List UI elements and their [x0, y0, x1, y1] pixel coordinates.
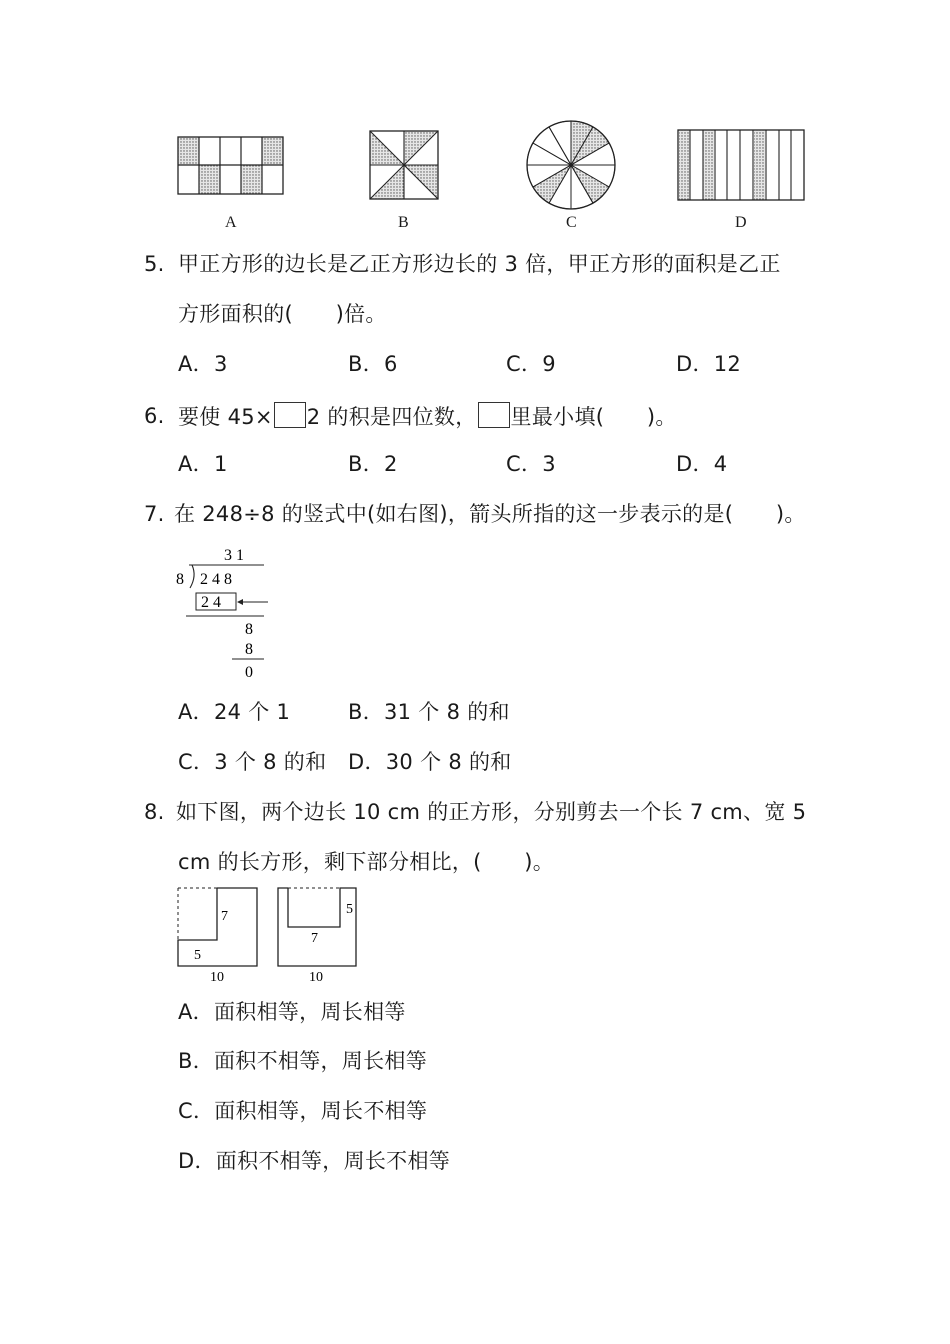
- partial-product-1: 2 4: [201, 594, 221, 611]
- blank-box: [478, 402, 510, 428]
- figure-a-label: A: [225, 214, 237, 231]
- blank-box: [274, 402, 306, 428]
- remainder-1: 8: [245, 621, 253, 638]
- q6-stem: [178, 402, 677, 431]
- q6-option-c[interactable]: C．3: [506, 452, 556, 476]
- q6-part2: 2 的积是四位数，: [306, 405, 477, 429]
- q8-option-a[interactable]: A．面积相等，周长相等: [178, 1000, 406, 1024]
- q7-option-a[interactable]: A．24 个 1: [178, 700, 291, 724]
- dividend: 2 4 8: [200, 571, 232, 588]
- figure-d-label: D: [735, 214, 747, 231]
- partial-product-2: 8: [245, 641, 253, 658]
- q8-option-d[interactable]: D．面积不相等，周长不相等: [178, 1149, 451, 1173]
- figure-c: [527, 121, 615, 209]
- final-remainder: 0: [245, 664, 253, 681]
- quotient: 3 1: [224, 547, 244, 564]
- right-length-label: 7: [311, 931, 318, 946]
- q8-option-c[interactable]: C．面积相等，周长不相等: [178, 1099, 428, 1123]
- q7-option-d[interactable]: D．30 个 8 的和: [348, 750, 512, 774]
- q5-option-d[interactable]: D．12: [676, 352, 742, 376]
- q8-line1: 如下图，两个边长 10 cm 的正方形，分别剪去一个长 7 cm、宽 5: [176, 800, 807, 824]
- q5-number: 5.: [144, 252, 165, 276]
- q7-option-c[interactable]: C．3 个 8 的和: [178, 750, 327, 774]
- figure-c-label: C: [566, 214, 577, 231]
- figure-b-label: B: [398, 214, 409, 231]
- figure-a: [178, 137, 283, 194]
- q5-option-b[interactable]: B．6: [348, 352, 398, 376]
- top-figures: [0, 0, 950, 240]
- q5-option-c[interactable]: C．9: [506, 352, 556, 376]
- q6-part3: 里最小填( )。: [510, 405, 677, 429]
- q7-text: 在 248÷8 的竖式中(如右图)，箭头所指的这一步表示的是( )。: [174, 502, 806, 526]
- q5-option-a[interactable]: A．3: [178, 352, 228, 376]
- q6-option-b[interactable]: B．2: [348, 452, 398, 476]
- figure-d: [678, 130, 804, 200]
- q6-part1: 要使 45×: [178, 405, 273, 429]
- q6-number: 6.: [144, 404, 165, 428]
- left-length-label: 7: [221, 909, 228, 924]
- left-width-label: 5: [194, 948, 201, 963]
- right-side-label: 10: [309, 970, 323, 985]
- figure-b: [370, 131, 438, 199]
- long-division: [170, 540, 280, 685]
- q5-line2: 方形面积的( )倍。: [178, 302, 387, 326]
- cut-squares-figure: [170, 880, 370, 990]
- right-width-label: 5: [346, 902, 353, 917]
- q8-line2: cm 的长方形，剩下部分相比，( )。: [178, 850, 555, 874]
- q8-number: 8.: [144, 800, 165, 824]
- divisor: 8: [176, 571, 184, 588]
- q7-option-b[interactable]: B．31 个 8 的和: [348, 700, 510, 724]
- q6-option-a[interactable]: A．1: [178, 452, 228, 476]
- q6-option-d[interactable]: D．4: [676, 452, 728, 476]
- left-square: [178, 888, 257, 985]
- left-side-label: 10: [210, 970, 224, 985]
- right-square: [278, 888, 356, 985]
- q8-option-b[interactable]: B．面积不相等，周长相等: [178, 1049, 428, 1073]
- q7-number: 7.: [144, 502, 165, 526]
- q5-line1: 甲正方形的边长是乙正方形边长的 3 倍，甲正方形的面积是乙正: [178, 252, 781, 276]
